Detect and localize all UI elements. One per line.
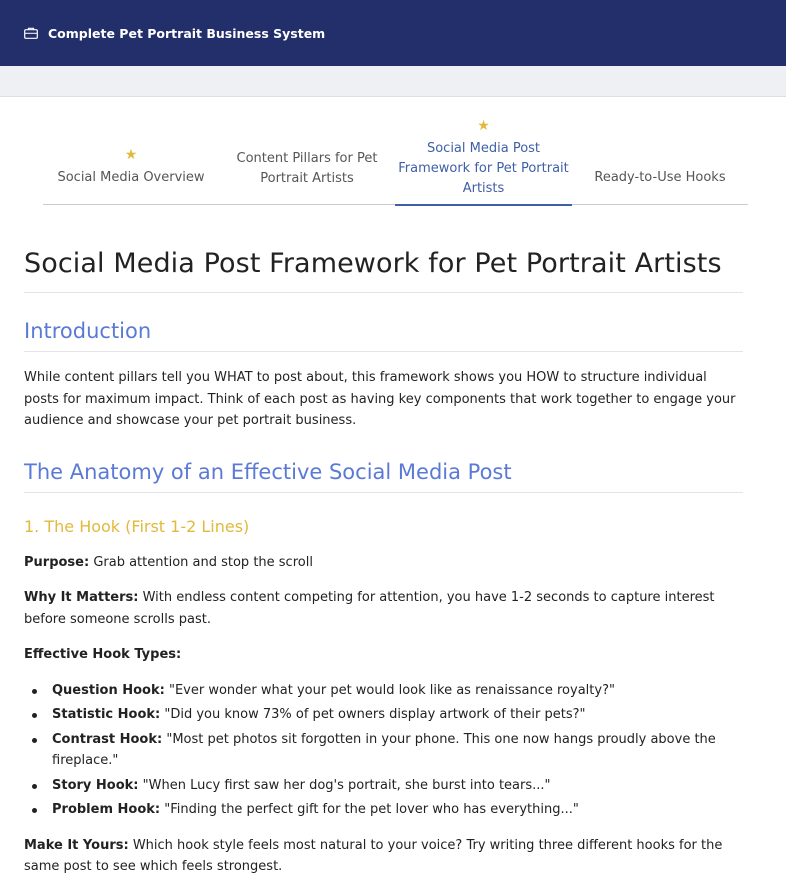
- subsection-heading-hook: 1. The Hook (First 1-2 Lines): [24, 516, 250, 536]
- why-paragraph: [24, 587, 743, 630]
- why-text: With endless content competing for attention, you have 1-2 seconds to capture interest before someone scrolls past.: [24, 590, 715, 627]
- page-title: Social Media Post Framework for Pet Portrait Artists: [24, 246, 743, 293]
- intro-paragraph: While content pillars tell you WHAT to post about, this framework shows you HOW to structure individual posts for maximum impact. Think of each post as having key components that work together to engage your audience and showcase your pet portrait business.: [24, 370, 736, 428]
- hook-type-text: "Finding the perfect gift for the pet lover who has everything...": [160, 802, 579, 817]
- hook-types-list: [24, 680, 743, 821]
- purpose-paragraph: [24, 552, 743, 574]
- briefcase-icon: [24, 27, 38, 39]
- app-header: [0, 0, 786, 66]
- list-item: [24, 680, 743, 702]
- list-item: [24, 799, 743, 821]
- app-title: Complete Pet Portrait Business System: [48, 25, 326, 41]
- hook-types-label: [24, 644, 743, 666]
- tab-label: Content Pillars for Pet Portrait Artists: [236, 151, 378, 186]
- toolbar-strip: [0, 66, 786, 97]
- hook-type-text: "Ever wonder what your pet would look like as renaissance royalty?": [164, 682, 615, 698]
- purpose-label: Purpose:: [24, 554, 90, 570]
- tab-label: Social Media Overview: [57, 170, 205, 185]
- article: [24, 246, 743, 878]
- tab-post-framework[interactable]: [395, 118, 572, 205]
- tab-content-pillars[interactable]: [219, 118, 395, 205]
- star-icon: ★: [477, 118, 490, 134]
- make-label: Make It Yours:: [24, 837, 129, 853]
- why-label: Why It Matters:: [24, 590, 139, 605]
- hook-type-text: "Most pet photos sit forgotten in your phone. This one now hangs proudly above the fireplace.": [52, 731, 716, 768]
- purpose-text: Grab attention and stop the scroll: [89, 554, 313, 570]
- section-tabs: [43, 118, 748, 205]
- hook-types-label-text: Effective Hook Types:: [24, 647, 182, 662]
- list-item: [24, 729, 743, 772]
- hook-type-label: Story Hook:: [52, 777, 139, 793]
- hook-type-label: Statistic Hook:: [52, 707, 161, 722]
- tab-ready-to-use-hooks[interactable]: [572, 118, 748, 205]
- tab-social-media-overview[interactable]: [43, 118, 219, 205]
- list-item: [24, 704, 743, 726]
- tab-label: Social Media Post Framework for Pet Portrait Artists: [398, 141, 569, 196]
- hook-type-text: "Did you know 73% of pet owners display artwork of their pets?": [160, 707, 586, 722]
- make-text: Which hook style feels most natural to your voice? Try writing three different hooks for the same post to see which feels strongest.: [24, 837, 723, 874]
- hook-type-label: Contrast Hook:: [52, 731, 163, 747]
- make-it-yours-paragraph: [24, 835, 743, 878]
- tab-label: Ready-to-Use Hooks: [594, 170, 726, 185]
- hook-type-text: "When Lucy first saw her dog's portrait, she burst into tears...": [138, 777, 551, 793]
- section-heading-introduction: Introduction: [24, 317, 743, 352]
- hook-type-label: Problem Hook:: [52, 802, 161, 817]
- section-heading-anatomy: The Anatomy of an Effective Social Media Post: [24, 458, 743, 493]
- list-item: [24, 775, 743, 797]
- star-icon: ★: [124, 147, 138, 163]
- hook-type-label: Question Hook:: [52, 682, 165, 698]
